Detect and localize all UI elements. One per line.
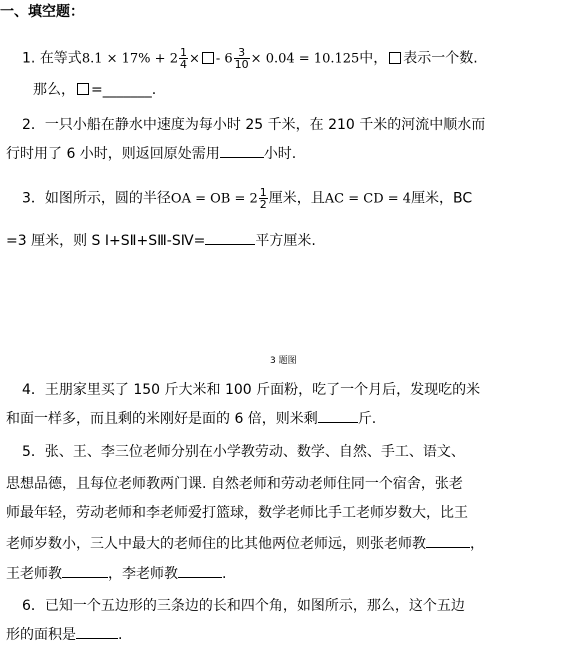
question-6-line-1: 6．已知一个五边形的三条边的长和四个角，如图所示，那么，这个五边 — [22, 598, 465, 614]
q1-number: 1. — [22, 50, 36, 67]
q4-answer-blank[interactable] — [318, 409, 358, 423]
q6-line2-a: 形的面积是 — [6, 627, 76, 643]
question-4-line-1: 4．王朋家里买了 150 斤大米和 100 斤面粉，吃了一个月后，发现吃的米 — [22, 382, 481, 398]
unknown-box-icon — [202, 52, 214, 64]
q3-fraction-denominator: 2 — [259, 198, 267, 211]
q5-li-blank[interactable] — [178, 564, 222, 578]
q1-line2-a: 那么， — [33, 82, 75, 98]
q3-line1-b: 厘米，且 — [268, 190, 325, 207]
q5-line4-a: 老师岁数小，三人中最大的老师住的比其他两位老师远，则张老师教 — [6, 536, 426, 552]
q5-line5-b: ，李老师教 — [108, 566, 178, 582]
q1-expr-c: - 6 — [215, 51, 233, 67]
question-4-line-2 — [6, 409, 376, 429]
q4-line2-a: 和面一样多，而且剩的米刚好是面的 6 倍，则米剩 — [6, 411, 318, 427]
question-2-line-1: 2．一只小船在静水中速度为每小时 25 千米，在 210 千米的河流中顺水而 — [22, 117, 486, 133]
q4-line2-b: 斤. — [357, 411, 377, 427]
q1-fraction-1-denominator: 4 — [179, 58, 187, 71]
q1-fraction-2 — [234, 47, 250, 70]
q3-line2-b: 平方厘米. — [255, 233, 316, 249]
q6-line2-b: . — [118, 627, 123, 643]
q5-line5-a: 王老师教 — [6, 566, 62, 582]
q5-line4-b: ， — [470, 536, 484, 552]
question-1-line-1 — [22, 47, 478, 70]
question-3-line-2 — [6, 231, 316, 251]
unknown-box-icon — [77, 83, 89, 95]
q5-wang-blank[interactable] — [62, 564, 108, 578]
q5-line5-c: . — [222, 566, 227, 582]
question-5-line-3: 师最年轻，劳动老师和李老师爱打篮球，数学老师比手工老师岁数大，比王 — [6, 505, 468, 521]
q1-fraction-1 — [179, 47, 188, 70]
question-5-line-2: 思想品德，且每位老师教两门课. 自然老师和劳动老师住同一个宿舍，张老 — [6, 476, 463, 492]
unknown-box-icon — [389, 52, 401, 64]
q1-fraction-2-numerator: 3 — [234, 47, 250, 59]
q1-fraction-1-numerator: 1 — [179, 46, 187, 59]
question-5-line-1: 5．张、王、李三位老师分别在小学教劳动、数学、自然、手工、语文、 — [22, 444, 465, 460]
q6-answer-blank[interactable] — [76, 625, 118, 639]
q1-post-text: 中， — [359, 50, 388, 67]
q2-answer-blank[interactable] — [220, 144, 264, 158]
q3-expr: OA = OB = 2 — [170, 191, 258, 207]
q3-line1-a: 3．如图所示，圆的半径 — [22, 190, 171, 207]
q1-pre-text: 在等式 — [39, 50, 82, 67]
question-3-line-1 — [22, 187, 472, 210]
q3-answer-blank[interactable] — [205, 231, 255, 245]
q1-post-text-2: 表示一个数. — [403, 50, 478, 67]
figure-caption: 3 题图 — [270, 356, 297, 366]
q2-line2-a: 行时用了 6 小时，则返回原处需用 — [6, 146, 220, 162]
q1-expr-b: × — [188, 51, 200, 67]
q3-fraction — [259, 187, 268, 210]
question-5-line-4 — [6, 534, 484, 554]
question-5-line-5 — [6, 564, 226, 584]
q3-line1-c: 厘米，BC — [411, 190, 473, 207]
q3-expr-2: AC = CD = 4 — [324, 191, 412, 207]
q1-expr-a: 8.1 × 17% + 2 — [81, 51, 178, 67]
section-title: 一、填空题： — [0, 4, 84, 20]
q3-line2-a: =3 厘米，则 S Ⅰ+SⅡ+SⅢ-SⅣ= — [6, 233, 206, 249]
q2-line2-b: 小时. — [263, 146, 297, 162]
q1-fraction-2-denominator: 10 — [234, 58, 249, 71]
question-1-line-2 — [33, 80, 156, 100]
q5-zhang-blank[interactable] — [426, 534, 470, 548]
question-2-line-2 — [6, 144, 296, 164]
q1-line2-b: =_______. — [91, 82, 157, 98]
q1-expr-d: × 0.04 = 10.125 — [250, 51, 360, 67]
question-6-line-2 — [6, 625, 122, 645]
q3-fraction-numerator: 1 — [259, 186, 267, 199]
